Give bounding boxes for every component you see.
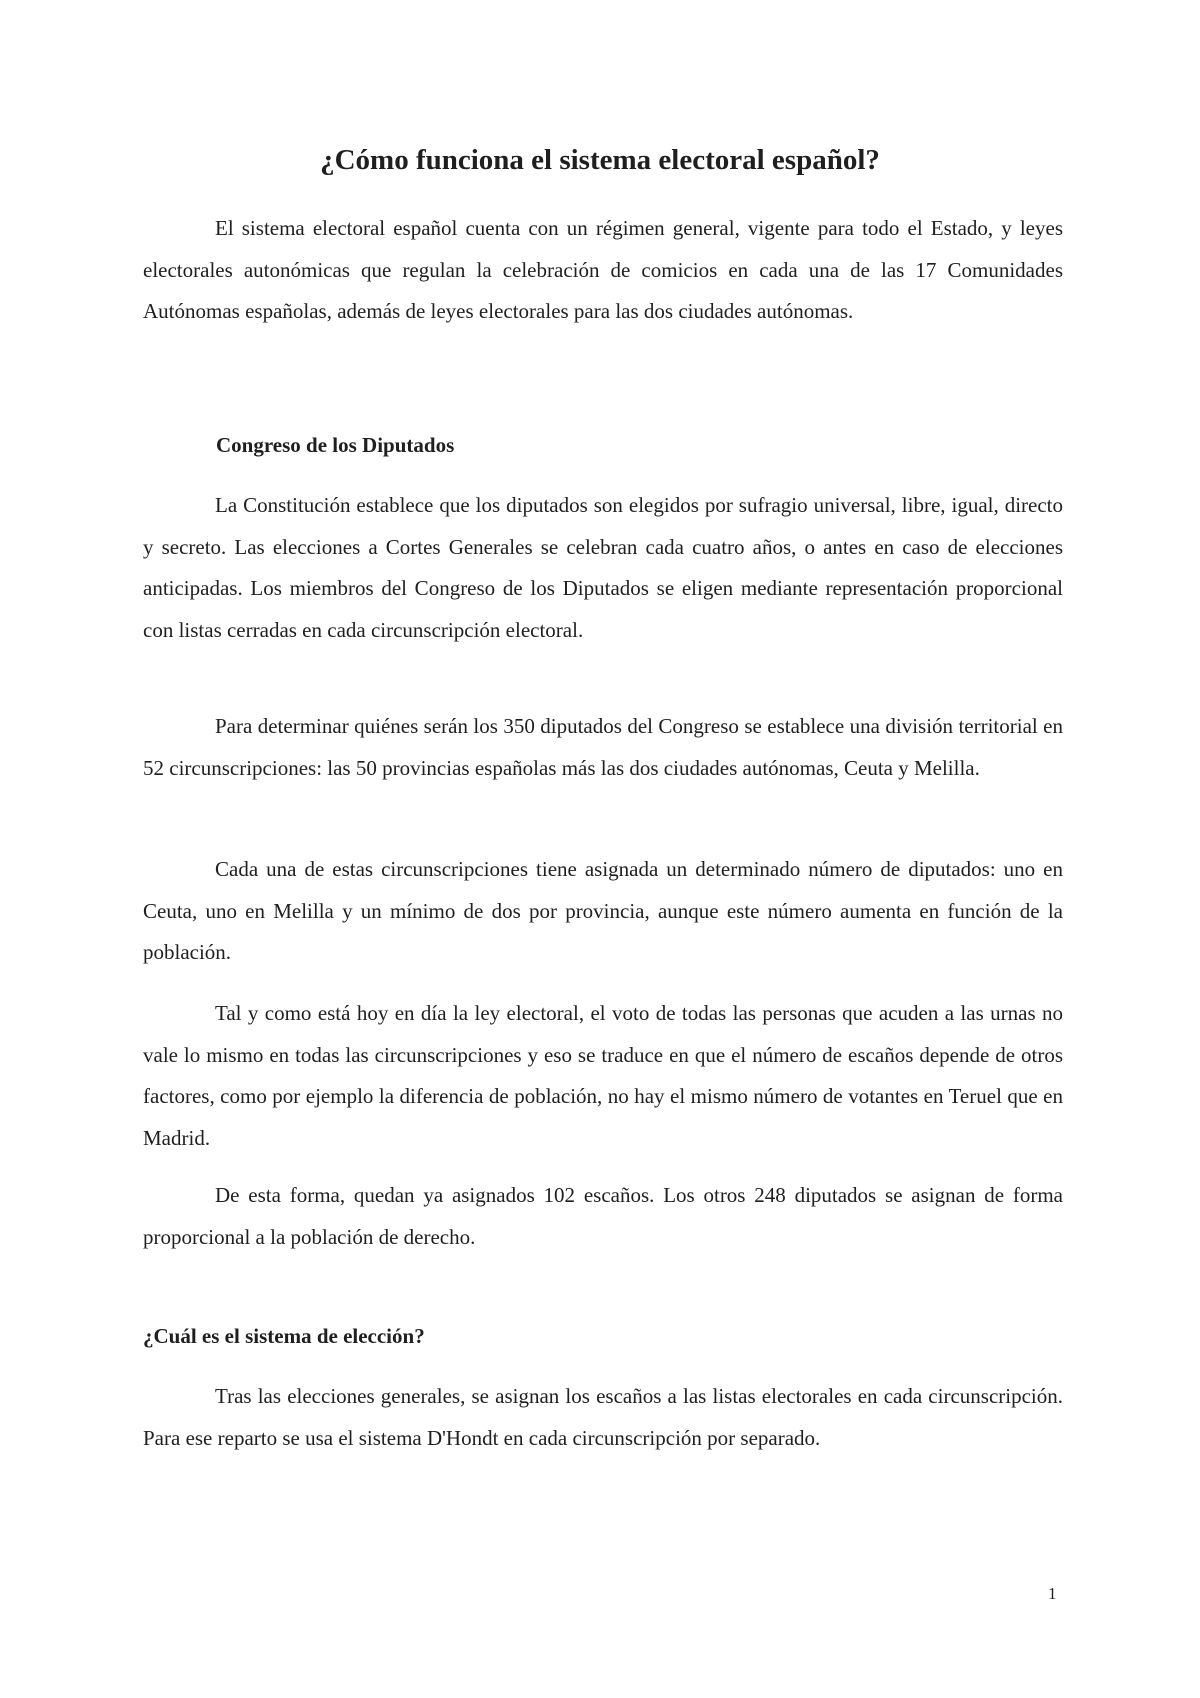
- section-heading-congreso: Congreso de los Diputados: [216, 433, 455, 457]
- section-heading-sistema-eleccion: ¿Cuál es el sistema de elección?: [143, 1324, 425, 1348]
- paragraph-350-diputados: Para determinar quiénes serán los 350 diputados del Congreso se establece una división territorial en 52 circunscripciones: las 50 provincias españolas más las dos ciudades autónomas, Ceuta y Melilla.: [143, 714, 1063, 780]
- page-title: ¿Cómo funciona el sistema electoral español?: [320, 144, 880, 176]
- intro-paragraph: El sistema electoral español cuenta con un régimen general, vigente para todo el Estado, y leyes electorales autonómicas que regulan la celebración de comicios en cada una de las 17 Comunidades Autónomas españolas, además de leyes electorales para las dos ciudades autónomas.: [143, 216, 1063, 323]
- paragraph-constitucion: La Constitución establece que los diputados son elegidos por sufragio universal, libre, igual, directo y secreto. Las elecciones a Cortes Generales se celebran cada cuatro años, o antes en caso de elecciones anticipadas. Los miembros del Congreso de los Diputados se eligen mediante representación proporcional con listas cerradas en cada circunscripción electoral.: [143, 493, 1063, 642]
- page-number: 1: [1048, 1584, 1057, 1603]
- paragraph-circunscripciones: Cada una de estas circunscripciones tiene asignada un determinado número de diputados: uno en Ceuta, uno en Melilla y un mínimo de dos por provincia, aunque este número aumenta en función de la población.: [143, 857, 1063, 964]
- paragraph-escanos: De esta forma, quedan ya asignados 102 escaños. Los otros 248 diputados se asignan de forma proporcional a la población de derecho.: [143, 1183, 1063, 1249]
- paragraph-ley-electoral: Tal y como está hoy en día la ley electoral, el voto de todas las personas que acuden a las urnas no vale lo mismo en todas las circunscripciones y eso se traduce en que el número de escaños depende de otros factores, como por ejemplo la diferencia de población, no hay el mismo número de votantes en Teruel que en Madrid.: [143, 1001, 1063, 1150]
- paragraph-dhondt: Tras las elecciones generales, se asignan los escaños a las listas electorales en cada circunscripción. Para ese reparto se usa el sistema D'Hondt en cada circunscripción por separado.: [143, 1384, 1063, 1450]
